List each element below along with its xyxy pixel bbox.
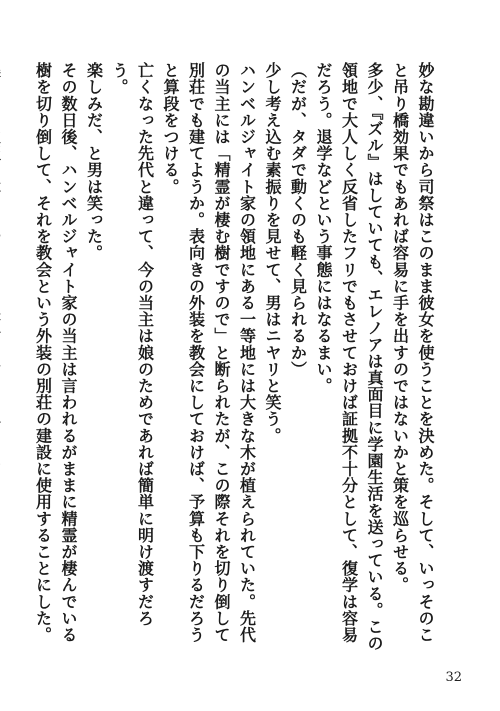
paragraph: （だが、タダで動くのも軽く見られるか）	[288, 62, 308, 378]
paragraph: 亡くなった先代と違って、今の当主は娘のためであれば簡単に明け渡すだろう。	[110, 62, 155, 627]
paragraph: 少し考え込む素振りを見せて、男はニヤリと笑う。	[263, 62, 282, 444]
paragraph: その数日後、ハンベルジャイト家の当主は言われるがままに精霊が棲んでいる樹を切り倒して、それを教会という外装の別荘の建設に使用することにした。	[33, 62, 78, 643]
paragraph: 妙な勘違いから司祭はこのまま彼女を使うことを決めた。そして、いっそのこと吊り橋効果でもあれば容易に手を出すのではないかと策を巡らせる。	[390, 62, 435, 643]
page-number: 32	[445, 670, 462, 685]
paragraph	[0, 62, 5, 654]
paragraph: ハンベルジャイト家の領地にある一等地には大きな木が植えられていた。先代の当主には「精霊が棲む樹ですので」と断られたが、この際それを切り倒して別荘でも建てようか。表向きの外装を教会にしておけば、予算も下りるだろうと算段をつける。	[161, 62, 257, 643]
paragraph: 多少、『ズル』はしていても、エレノアは真面目に学園生活を送っている。この領地で大人しく反省したフリでもさせておけば証拠不十分として、復学は容易だろう。退学などという事態にはなるまい。	[314, 62, 384, 652]
paragraph: 楽しみだ、と男は笑った。	[84, 62, 104, 262]
body-text	[0, 62, 438, 654]
